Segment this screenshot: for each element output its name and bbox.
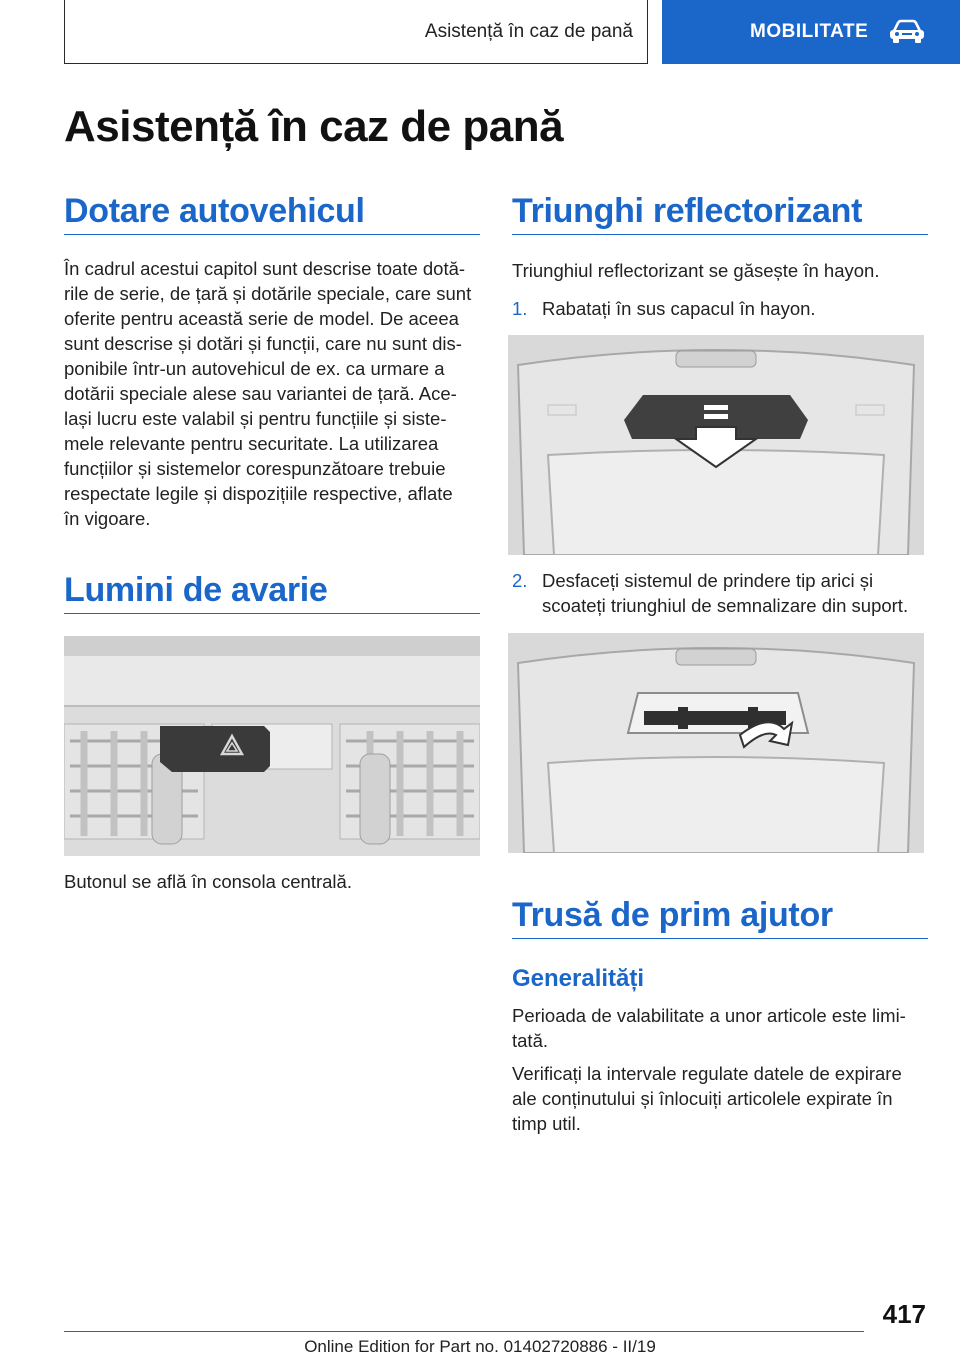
step-number: 1. — [512, 298, 528, 319]
running-header-section — [64, 0, 648, 64]
text-line: scoateți triunghiul de semnalizare din suport. — [542, 595, 909, 616]
page-title: Asistență în caz de pană — [64, 102, 564, 151]
text-line: tată. — [512, 1030, 548, 1051]
text-line: funcțiilor și sistemelor corespunzătoare trebuie — [64, 458, 446, 479]
text-line: în vigoare. — [64, 508, 151, 529]
step-item — [512, 296, 932, 321]
heading-trusa-de-prim-ajutor: Trusă de prim ajutor — [512, 896, 833, 934]
heading-triunghi-reflectorizant: Triunghi reflectorizant — [512, 192, 863, 230]
chapter-tab[interactable] — [662, 0, 960, 64]
heading-dotare-autovehicul: Dotare autovehicul — [64, 192, 365, 230]
heading-rule — [512, 938, 928, 939]
car-icon — [888, 19, 926, 45]
heading-rule — [64, 613, 480, 614]
text-line: ponibile într-un autovehicul de ex. ca urmare a — [64, 358, 445, 379]
text-line: mele relevante pentru securitate. La utilizarea — [64, 433, 439, 454]
subheading-generalitati: Generalități — [512, 965, 645, 992]
dotare-paragraph — [64, 256, 484, 531]
page-number: 417 — [882, 1299, 926, 1329]
tailgate-cover-illustration — [508, 335, 924, 555]
text-line: Perioada de valabilitate a unor articole este limi‐ — [512, 1005, 906, 1026]
text-line: rile de serie, de țară și dotările speciale, care sunt — [64, 283, 472, 304]
text-line: ale conținutului și înlocuiți articolele expirate în — [512, 1088, 893, 1109]
trusa-paragraph-1 — [512, 1003, 932, 1053]
text-line: lași lucru este valabil și pentru funcțiile și siste‐ — [64, 408, 447, 429]
text-line: timp util. — [512, 1113, 581, 1134]
text-line: Desfaceți sistemul de prindere tip arici și — [542, 570, 874, 591]
chapter-tab-label: MOBILITATE — [750, 21, 869, 42]
hazard-switch-illustration — [64, 636, 480, 856]
footer-edition-link[interactable]: Online Edition for Part no. 01402720886 - II/19 — [304, 1337, 656, 1356]
heading-lumini-de-avarie: Lumini de avarie — [64, 571, 328, 609]
triunghi-intro: Triunghiul reflectorizant se găsește în hayon. — [512, 260, 880, 281]
text-line: sunt descrise și dotări și funcții, care nu sunt dis‐ — [64, 333, 462, 354]
heading-rule — [512, 234, 928, 235]
warning-triangle-holder-illustration — [508, 633, 924, 853]
trusa-paragraph-2 — [512, 1061, 932, 1136]
text-line: dotării speciale alese sau variantei de țară. Ace‐ — [64, 383, 457, 404]
text-line: În cadrul acestui capitol sunt descrise toate dotă‐ — [64, 258, 466, 279]
step-number: 2. — [512, 570, 528, 591]
footer-rule — [64, 1331, 864, 1332]
text-line: respectate legile și dispozițiile respective, aflate — [64, 483, 453, 504]
hazard-caption: Butonul se află în consola centrală. — [64, 871, 352, 892]
step-item — [512, 568, 932, 618]
text-line: Verificați la intervale regulate datele de expirare — [512, 1063, 902, 1084]
heading-rule — [64, 234, 480, 235]
step-text — [542, 568, 932, 618]
running-header-section-title: Asistență în caz de pană — [424, 20, 633, 42]
text-line: oferite pentru această serie de model. De aceea — [64, 308, 459, 329]
step-text: Rabatați în sus capacul în hayon. — [542, 298, 816, 319]
